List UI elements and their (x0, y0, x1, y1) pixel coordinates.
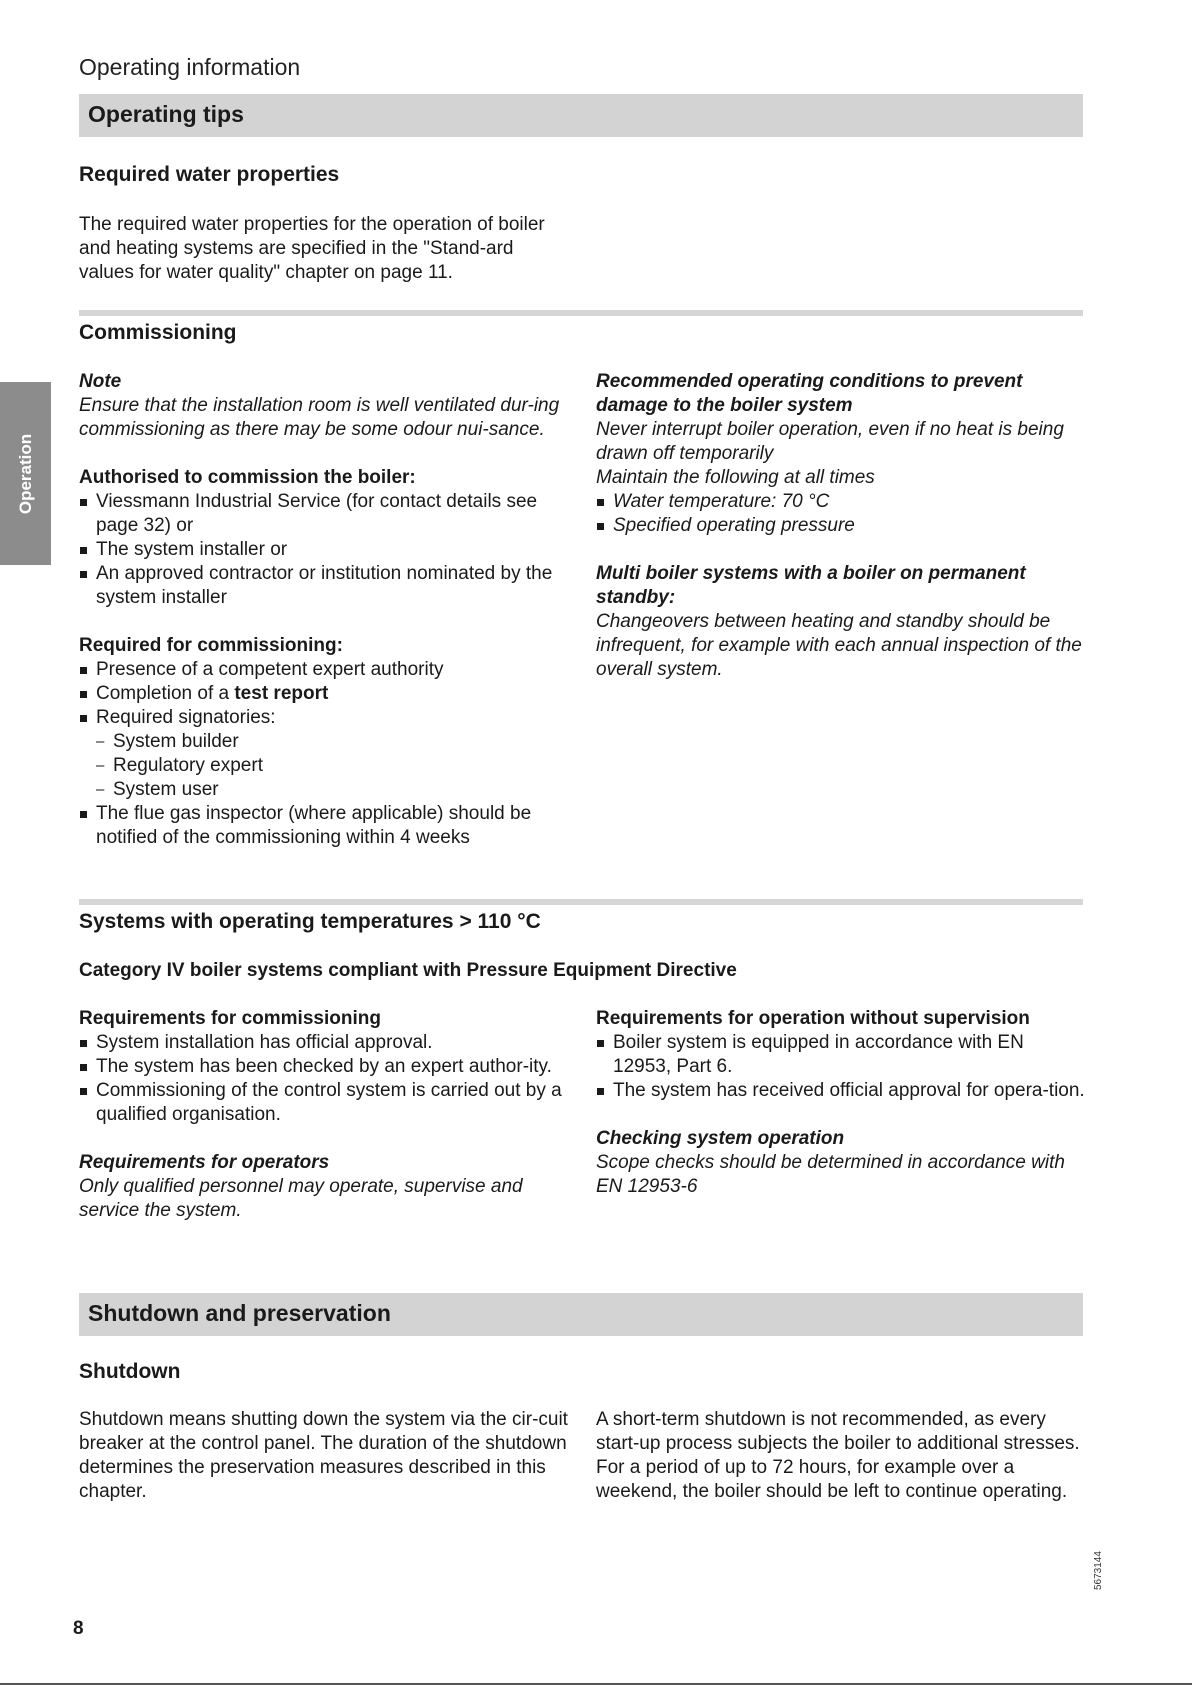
list-item-text: Completion of a (96, 683, 235, 704)
authorised-heading: Authorised to commission the boiler: (79, 467, 416, 488)
shutdown-heading: Shutdown (79, 1360, 181, 1383)
required-list (79, 658, 569, 850)
list-item: Water temperature: 70 °C (596, 490, 1086, 514)
section-heading-shutdown: Shutdown and preservation (88, 1300, 391, 1326)
page-number: 8 (73, 1618, 84, 1639)
divider-rule (79, 899, 1083, 905)
section-band-shutdown (79, 1293, 1083, 1336)
commissioning-left-column (79, 370, 569, 850)
req-operators-text: Only qualified personnel may operate, supervise and service the system. (79, 1176, 523, 1221)
shutdown-right-text: A short-term shutdown is not recommended, as every start-up process subjects the boiler to additional stresses. For a period of up to 72 hours, for example over a weekend, the boiler should be left to continue operating. (596, 1409, 1080, 1502)
list-item: The flue gas inspector (where applicable) should be notified of the commissioning within 4 weeks (79, 802, 569, 850)
recommended-list (596, 490, 1086, 538)
high-temp-left-column (79, 1007, 569, 1223)
list-item: An approved contractor or institution nominated by the system installer (79, 562, 569, 610)
req-operation-heading: Requirements for operation without supervision (596, 1008, 1030, 1029)
water-properties-heading: Required water properties (79, 163, 340, 186)
recommended-line: Never interrupt boiler operation, even if no heat is being drawn off temporarily (596, 419, 1064, 464)
required-heading: Required for commissioning: (79, 635, 343, 656)
list-item: Boiler system is equipped in accordance with EN 12953, Part 6. (596, 1031, 1086, 1079)
page-header-title: Operating information (79, 54, 301, 80)
checking-text: Scope checks should be determined in accordance with EN 12953-6 (596, 1152, 1065, 1197)
req-commissioning-list (79, 1031, 569, 1127)
req-operation-list (596, 1031, 1086, 1103)
category-heading: Category IV boiler systems compliant with Pressure Equipment Directive (79, 960, 737, 981)
recommended-line: Maintain the following at all times (596, 467, 875, 488)
req-commissioning-heading: Requirements for commissioning (79, 1008, 381, 1029)
list-item: The system installer or (79, 538, 569, 562)
sub-list-item: – Regulatory expert (96, 754, 569, 778)
recommended-heading: Recommended operating conditions to prevent damage to the boiler system (596, 371, 1023, 416)
commissioning-heading: Commissioning (79, 321, 237, 344)
list-item: The system has received official approval for opera-tion. (596, 1079, 1086, 1103)
note-label: Note (79, 371, 122, 392)
list-item: Commissioning of the control system is carried out by a qualified organisation. (79, 1079, 569, 1127)
document-code: 5673144 (1093, 1551, 1104, 1590)
shutdown-left-text: Shutdown means shutting down the system via the cir-cuit breaker at the control panel. The duration of the shutdown determines the preservation measures described in this chapter. (79, 1409, 568, 1502)
list-item: Specified operating pressure (596, 514, 1086, 538)
list-item (79, 706, 569, 802)
list-item: System installation has official approval. (79, 1031, 569, 1055)
checking-heading: Checking system operation (596, 1128, 845, 1149)
side-tab-operation (0, 382, 51, 565)
note-text: Ensure that the installation room is well ventilated dur-ing commissioning as there may be some odour nui-sance. (79, 395, 560, 440)
list-item-bold-text: test report (234, 683, 329, 704)
section-band-operating-tips (79, 94, 1083, 137)
list-item: Viessmann Industrial Service (for contact details see page 32) or (79, 490, 569, 538)
list-item (79, 682, 569, 706)
divider-rule (79, 310, 1083, 316)
side-tab-label: Operation (15, 433, 35, 514)
list-item: Presence of a competent expert authority (79, 658, 569, 682)
list-item: The system has been checked by an expert author-ity. (79, 1055, 569, 1079)
section-heading-operating-tips: Operating tips (88, 101, 244, 127)
sub-list-item: – System user (96, 778, 569, 802)
high-temp-right-column (596, 1007, 1086, 1199)
list-item-text: Required signatories: (96, 707, 276, 728)
multi-boiler-heading: Multi boiler systems with a boiler on permanent standby: (596, 563, 1026, 608)
authorised-list (79, 490, 569, 610)
multi-boiler-text: Changeovers between heating and standby should be infrequent, for example with each annual inspection of the overall system. (596, 611, 1082, 680)
high-temp-heading: Systems with operating temperatures > 110 °C (79, 910, 541, 933)
signatories-list (96, 730, 569, 802)
water-properties-text: The required water properties for the operation of boiler and heating systems are specified in the "Stand-ard values for water quality" chapter on page 11. (79, 214, 545, 283)
sub-list-item: – System builder (96, 730, 569, 754)
commissioning-right-column (596, 370, 1086, 682)
req-operators-heading: Requirements for operators (79, 1152, 330, 1173)
